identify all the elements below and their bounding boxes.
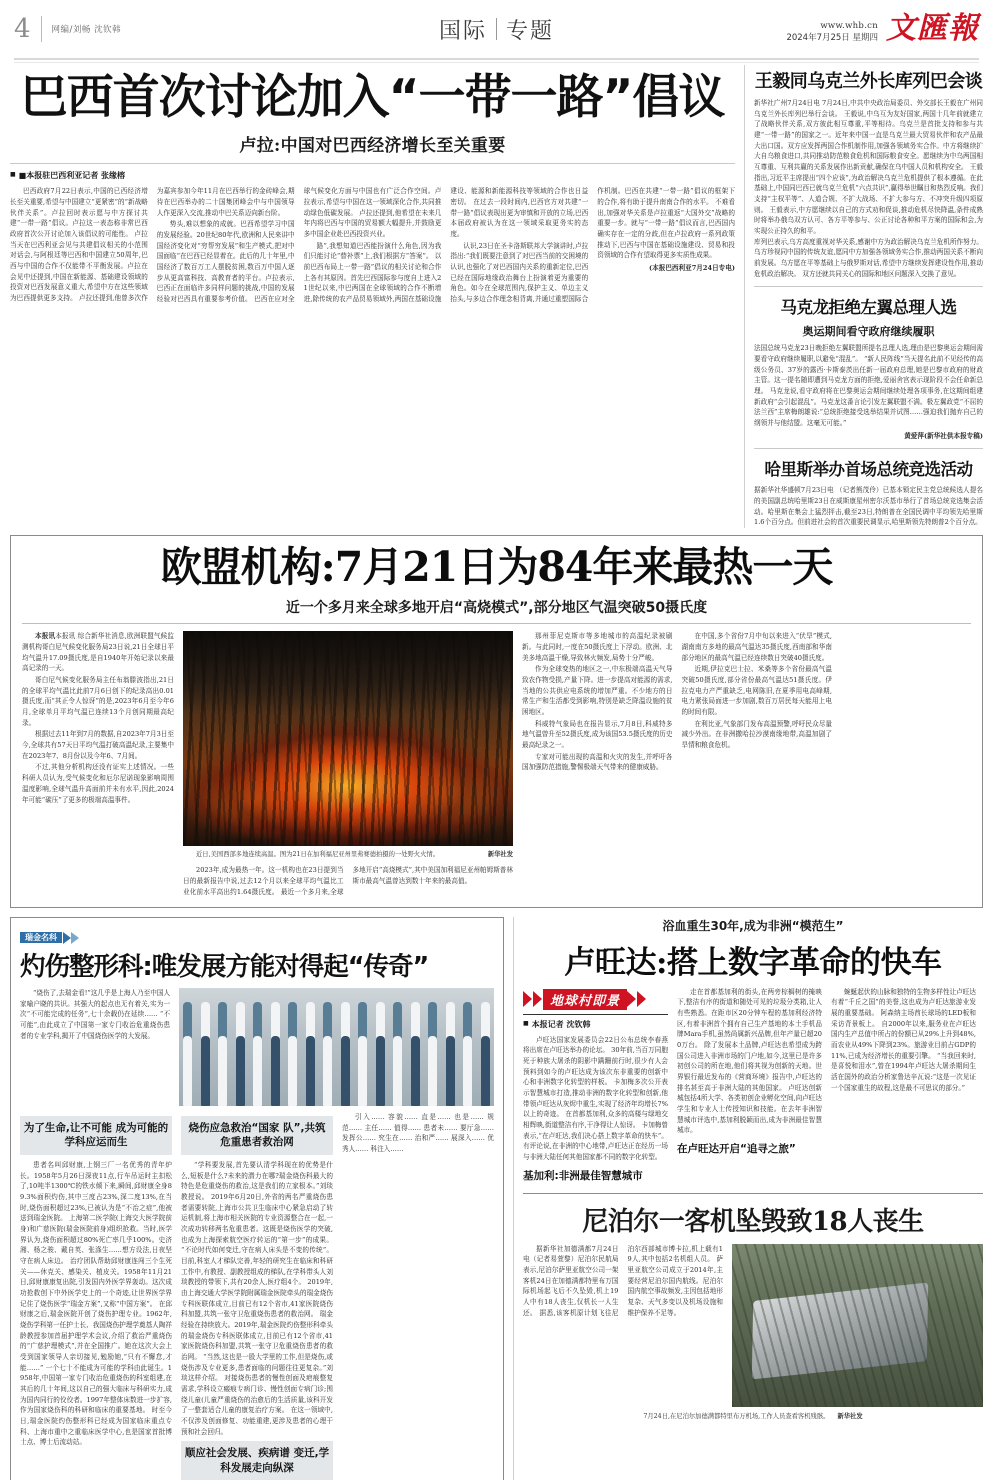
lead-col-3: 路”,我想知道巴西能扮演什么角色,因为我们只能讨论“替补票”上,我们根据方“答案”。 以前巴西布局上一带一路”倡议的相关讨论和合作上各有其原因。首先巴西国际参与度自上进入21世纪以来,中巴两国在全球领域的合作不断增进,除传统的农产品贸易领域外,两国在基础设施建设、能源和新能源科技等领域的合作也日益密切。 在过去一段时间内,巴西官方对共建“一带一路”倡议表现出更为审慎和开放的立场,巴西本届政府被认为在这一领域采取更务实的态度。 [303, 187, 589, 304]
eu-body [22, 631, 971, 897]
eu-right-body [522, 631, 832, 773]
eu-left-text-1: 本报讯 综合新华社消息,欧洲联盟气候监测机构哥白尼气候变化服务局23日说,21日全球日平均气温升17.09摄氏度,是自1940年开始记录以来最高记录的一天。 [22, 632, 174, 673]
eu-subheadline: 近一个多月来全球多地开启“高烧模式”,部分地区气温突破50摄氏度 [285, 600, 708, 617]
masthead-right [786, 11, 979, 46]
nepal-body [523, 1244, 983, 1407]
rwanda-ribbon-label: 地球村即景 [543, 989, 627, 1010]
rail-story-harris [754, 456, 983, 528]
rwanda-col-1-body [523, 1035, 668, 1163]
masthead-rule [14, 58, 979, 60]
nepal-caption-text: 7月24日,在尼泊尔加德满都特里布万机场,工作人员查看客机残骸。 [643, 1412, 830, 1420]
right-rail [745, 65, 983, 528]
section-title-bar [496, 18, 497, 40]
nepal-text-cols [523, 1244, 723, 1407]
rail-body-1-cont: 库列巴表示,乌方高度重视对华关系,感谢中方为政治解决乌克兰危机所作努力。乌方珍视同中国的传统友谊,愿同中方加强各领域务实合作,推动两国关系不断向前发展。乌方愿在平等基础上与俄罗斯对话,希望中方继续发挥建设性作用,推动危机政治解决。 双方还就共同关心的国际和地区问题深入交换了意见。 [754, 237, 983, 278]
masthead-meta [786, 21, 878, 44]
rail-body-2: 法国总统马克龙23日晚拒绝左翼联盟所提名总理人选,理由是巴黎奥运会期间需要看守政府继续履职,以避免“混乱”。 “新人民阵线”当天提名此前不见经传的高级公务员、37岁的露西·卡斯泰茨出任新一届政府总理,她是巴黎市政府的财政主管。这一提名随即遭到马克龙方面的拒绝,爱丽舍宫表示现阶段不会任命新总理。 马克龙说,看守政府将在巴黎奥运会期间继续处理各项事务,在这期间组建新政府“会引起混乱”。马克龙这番言论引发左翼联盟不满。极左翼政党“不屈的法兰西”主席梅朗雄说:“总统拒绝接受选举结果并试图……强迫我们抛弃自己的纲领并与他结盟。这毫无可能。” [754, 344, 983, 428]
rwanda-subhead-2: 在卢旺达开启“追寻之旅” [677, 1142, 796, 1155]
lead-col-2: 势头,难以想象的成就。巴西希望学习中国的发展经验。20世纪80年代,欧洲和人民来讲中国经济变化对“穷帮穷发展”和生产模式,把对中国面临“在巴西已经显着在。此后的几十年里,中国经济了数百万工人摆脱贫困,数百万中国人逐步从更高富科技、高教育者的平台。卢拉表示,巴西正在面临许多同样问题的挑战,中国的发展经验对巴西具有重要参考价值。 巴西在应对全球气候变化方面与中国也有广泛合作空间。卢拉表示,希望与中国在这一领域深化合作,共同推动绿色低碳发展。 卢拉还提到,他希望在未来几年内将巴西与中国的贸易额大幅提升,并鼓励更多中国企业赴巴西投资兴业。 [156, 187, 442, 304]
wildfire-photo [183, 631, 513, 846]
rwanda-ribbon-rule [523, 1014, 668, 1015]
eu-mid-text: 2023年,成为最热一年。这一机构也在23日提到当日的最新报告中说,过去12个月以来全球平均气温比工业化前水平高出约1.64摄氏度。 最近一个多月来,全球多地开启“高烧模式”,其中美国加利福尼亚州帕姆斯普林斯市最高气温曾达到数十年来的最高值。 [183, 866, 513, 896]
top-section [10, 65, 983, 528]
lead-rule [10, 163, 735, 164]
eu-headline: 欧盟机构:7月21日为84年来最热一天 [160, 543, 833, 592]
rwanda-subhead-1: 基加利:非洲最佳智慧城市 [523, 1169, 643, 1182]
eu-right-text-3: 科威特气象局也在报告显示,7月8日,科威特多地气温曾升至52摄氏度,成为该国53.5摄氏度的历史最高纪录之一。 [522, 719, 673, 750]
burns-col-2-text: “学科要发展,首先要认清学科现在的优势是什么,短板是什么?未来的潜力在哪?瑞金烧伤科最大的特色是危重烧伤的救治,这是我们的立家根本。”刘琰教授说。 2019年6月20日,外省的两名严重烧伤患者需要转院,上海市公共卫生临床中心紧急启动了转运机制,将上海市相关医院的专业资源整合在一起,一次成功转移两名危重患者。这既是烧伤医学的突破,也成为上海探索航空医疗转运的“第一步”的成果。 “不论时代如何变迁,守在病人床头是不变的传统”。 目前,科室人才梯队完善,年轻的研究生在临床和科研工作中,有教授、副教授组成的梯队,在学科带头人刘琰教授的带领下,共有20余人,医疗组4个。 2019年,由上海交通大学医学院附属瑞金医院牵头的瑞金烧伤专科医联体成立,目前已有12个省市,41家医院烧伤科加盟,共筑一张守卫危重烧伤患者的救治网。 瑞金经验在持续放大。2019年,瑞金医院灼伤整形科牵头的瑞金烧伤专科医联体成立,目前已有12个省市,41家医院烧伤科加盟,共筑一张守卫危重烧伤患者的救治网。 “当然,这也是一股大学里的工作,但是烧伤,或烧伤涉及专业更多,患者面临的问题往往更复杂。”刘琰这样介绍。 对接烧伤患者的慢性创面及疤痕整复需求,学科设立瘢痕专病门诊、慢性创面专病门诊;围绕儿童(儿童严重烧伤的治愈后的生活质量,该科开发了一整套适合儿童的康复治疗方案。 在这一领域中,不仅涉及创面修复、功能重建,更涉及患者的心理干预和社会回归。 [181, 1160, 333, 1436]
rail-headline-2: 马克龙拒绝左翼总理人选 [780, 298, 957, 318]
wildfire-caption [183, 850, 513, 860]
rwanda-kicker: 浴血重生30年,成为非洲“模范生” [662, 918, 844, 933]
bottom-section [10, 917, 983, 1480]
rwanda-col-1-text: 卢旺达国家发展委员会22日公布总统李春燕将出席在卢旺达举办的论坛。 30年前,当百万同胞死于种族大屠杀的阴影中蹒跚前行时,很少有人会预料到如今的卢旺达成为该次东非重要的创新中心和非洲数字化转型的样板。 卡加梅多次公开表示智慧城市打造,推动非洲的数字化转型和创新,他带领卢旺达从灰烬中重生,实现了经济年均增长7%以上的奇迹。 在首都基加利,众多的高楼与绿地交相辉映,街道整洁有序,干净得让人惊讶。 卡加梅曾表示,“在卢旺达,我们决心搭上数字革命的快车”。有评论说,在非洲的中心地带,卢旺达正在经历一场与非洲大陆任何其他国家都不同的数字化转型。 [523, 1035, 668, 1161]
burns-tag-label: 瑞金名科 [20, 932, 62, 943]
rail-byline-2: 黄爱萍(新华社供本报专稿) [904, 431, 983, 440]
photo-row-front [179, 1036, 494, 1106]
rwanda-col-2 [677, 987, 822, 1186]
lead-story [10, 65, 745, 528]
plane-wreckage-photo [732, 1244, 983, 1407]
eu-right-text-1: 那州菲尼克斯市等多地城市的高温纪录被刷新。与此同时,一度在50摄氏度上下浮动。欧洲、北美多地高温干燥,导致林火频发,局势十分严峻。 [522, 632, 673, 662]
burns-headline: 灼伤整形科:唯发展方能对得起“传奇” [20, 952, 429, 982]
rwanda-col-1 [523, 987, 668, 1186]
eu-left-p1: 本报讯本报讯 综合新华社消息,欧洲联盟气候监测机构哥白尼气候变化服务局23日说,21日全球日平均气温升17.09摄氏度,是自1940年开始记录以来最高记录的一天。 哥白尼气候变化服务局主任布翁滕波指出,21日的全球平均气温比此前7月6日创下的纪录高出0.01摄氏度,而“其正令人惊讶”的是,2023年6月至今年6月,全球单月平均气温已连续13个月创同期最高纪录。 根据过去11年到7月的数据,自2023年7月3日至今,全球共有57天日平均气温打破高温纪录,主要集中在2023年7、8月份以及今年6、7月间。 不过,其他分析机构还没有证实上述情况。一些科研人员认为,受气候变化和厄尔尼诺现象影响周围温度影响,全球气温升高面前并未有水平,因此,2024年可能“碳压”了更多的极端高温事件。 [22, 632, 174, 804]
rwanda-col-3 [831, 987, 976, 1186]
section-title-right: 专题 [506, 18, 555, 44]
burns-subhead-1: 为了生命,让不可能 成为可能的学科应运而生 [20, 1116, 172, 1155]
masthead-divider [41, 16, 42, 42]
rail-body-3: 据新华社华盛顿7月23日电 （记者熊茂伶）已基本锁定民主党总统候选人提名的美国副总统哈里斯23日在威斯康星州密尔沃基市举行了首场总统竞选集会活动。哈里斯在集会上猛烈抨击,截至23日,特朗普在全国民调中平均领先哈里斯1.6个百分点。但前进社会的首次重要民调显示,哈里斯领先特朗普2个百分点。 [754, 486, 983, 527]
website-url: www.whb.cn [820, 21, 878, 32]
rail-headline-3: 哈里斯举办首场总统竞选活动 [764, 460, 973, 480]
eu-middle-column [183, 631, 513, 897]
eu-left-text-4: 不过,其他分析机构还没有证实上述情况。一些科研人员认为,受气候变化和厄尔尼诺现象影响周围温度影响,全球气温升高面前并未有水平,因此,2024年可能“碳压”了更多的极端高温事件。 [22, 763, 174, 804]
nepal-text: 据新华社加德满都7月24日电（记者易萱黎）尼泊尔民航局表示,尼泊尔萨里亚航空公司一架客机24日在加德满都特里布万国际机场起飞后不久坠毁,机上19人中有18人丧生,仅机长一人生还。 据悉,该客机原计划飞往尼泊尔西部城市博卡拉,机上载有19人,其中包括2名机组人员。 萨里亚航空公司成立于2014年,主要经营尼泊尔国内航线。尼泊尔国内航空事故频发,主因包括地形复杂、天气多变以及机场设施和维护保养不足等。 [523, 1244, 723, 1317]
ribbon-chevron-right-icon [627, 991, 636, 1007]
rwanda-col-3-text: 蜿蜒起伏的山脉和独特的生物多样性让卢旺达有着“千丘之国”的美誉,这也成为卢旺达旅游业发展的重要基础。 阿森纳主场酋长球场的LED板和采访背景板上。 自2000年以来,服务业在卢旺达国内生产总值中所占的份额已从29%上升到48%,而农业从49%下降到23%。旅游业目前占GDP的11%,已成为经济增长的重要引擎。 “当我回来时,是喜悦和泪水”,曾在1994年卢旺达大屠杀期间生活在国外的政治分析家鲁达辛瓦说:“这是一次见证一个国家重生的故程,这是最不可思议的部分。” [831, 987, 976, 1092]
rail-story-macron [754, 294, 983, 441]
wildfire-caption-text: 近日,美国西部多地连续高温。图为21日在加利福尼亚州里弗赛德拍摄的一处野火火情。 [196, 851, 439, 859]
burns-col-2-body [181, 1160, 333, 1437]
eu-mid-body [183, 865, 513, 897]
editor-credits: 网编/刘畅 沈钦韩 [51, 25, 122, 35]
rwanda-columns [523, 987, 983, 1186]
burns-story [10, 917, 513, 1480]
publication-date: 2024年7月25日 星期四 [786, 32, 878, 43]
rail-body-1: 新华社广州7月24日电 7月24日,中共中央政治局委员、外交部长王毅在广州同乌克兰外长库列巴举行会谈。 王毅说,中乌互为友好国家,两国十几年前就建立了战略伙伴关系,双方彼此相互尊重,平等相待。乌克兰是首批支持和参与共建“一带一路”的国家之一。近年来中国一直是乌克兰最大贸易伙伴和农产品最大出口国。双方应发挥两国合作机制作用,加强各领域务实合作。中方将继续扩大自乌粮食进口,共同推动防范粮食危机和国际粮食安全。愿继续为中乌两国相互尊重、互利共赢的关系发展作出新贡献,确保在乌中国人员和机构安全。 王毅指出,习近平主席提出“四个应该”,为政治解决乌克兰危机提供了根本遵循。在此基础上,中国同巴西已就乌克兰危机“六点共识”,赢得举世瞩目和热烈反响。我们支持“主权平等”、人道合规、不扩大战场、不扩大参与方、不冲突升级四项原则。 王毅表示,中方愿继续以自己的方式劝和促谈,推动危机尽快降温,条件成熟时将举办俄乌双方认可、各方平等参与、公正讨论各种和平方案的国际和会,为实现公正持久的和平。 [754, 99, 983, 236]
burns-top-row [20, 988, 494, 1106]
rwanda-ribbon [523, 989, 668, 1010]
rwanda-col-2-text: 走在首都基加利的街头,在两旁棕榈树的掩映下,整洁有序的街道和随处可见的垃圾分类箱,让人有些熟悉。在距市区20分钟车程的基加利经济特区,有着非洲首个拥有自己生产基地的本土手机品牌Mara手机,虽然尚属新兴品牌,但年产量已超200万台。 除了发展本土品牌,卢旺达也希望成为跨国公司进入非洲市场的门户地,如今,这里已是许多初创公司的所在地,他们将其视为创新的天地。世界银行最近发布的《营商环境》报告中,卢旺达的排名甚至高于非洲大陆的其他国家。 卢旺达创新城包括4所大学、各类初创企业孵化空间,向卢旺达学生和专业人士传授知识和技能。在去年非洲智慧城市评选中,基加利脱颖而出,成为非洲最佳智慧城市。 [677, 987, 822, 1135]
nepal-photo-wrap [732, 1244, 983, 1407]
ribbon-chevron-left-icon [523, 991, 532, 1007]
wildfire-photo-frame [183, 631, 513, 846]
page-number: 4 [14, 14, 31, 44]
burns-col-1-body [20, 1160, 172, 1448]
burns-col-2 [181, 1112, 333, 1480]
chevron-right-icon-2 [71, 932, 79, 944]
ribbon-chevron-right-icon-2 [637, 991, 646, 1007]
burns-tag [20, 931, 79, 944]
burns-subhead-2: 烧伤应急救治“国家 队”,共筑危重患者救治网 [181, 1116, 333, 1155]
lead-byline: ■ ■本报驻巴西利亚记者 张缘榕 [10, 170, 735, 181]
rail-subheadline-2: 奥运期间看守政府继续履职 [802, 325, 935, 339]
burns-subhead-3: 顺应社会发展、疾病谱 变迁,学科发展走向纵深 [181, 1441, 333, 1480]
burns-columns [20, 1112, 494, 1480]
lead-headline: 巴西首次讨论加入“一带一路”倡议 [20, 70, 725, 125]
lead-body [10, 186, 735, 304]
eu-right-column [522, 631, 832, 897]
newspaper-logo: 文匯報 [886, 11, 979, 46]
rwanda-col-3-body [831, 987, 976, 1094]
eu-left-text-3: 根据过去11年到7月的数据,自2023年7月3日至今,全球共有57天日平均气温打破高温纪录,主要集中在2023年7、8月份以及今年6、7月间。 [22, 730, 174, 760]
ribbon-chevron-left-icon-2 [533, 991, 542, 1007]
rwanda-nepal-column [513, 917, 983, 1480]
rwanda-story [523, 917, 983, 1186]
section-title [439, 14, 554, 45]
medical-team-photo [179, 988, 494, 1106]
burns-col-3-text: 引入…… 容貌…… 直是…… 也是…… 规范…… 主任…… 值得…… 患者未…… 要厅急…… 发挥公…… 究生在…… 治和严…… 展深入…… 优秀人…… 科注入…… [342, 1113, 494, 1154]
eu-rule [22, 623, 971, 624]
burns-col-1-text: 患者名叫邱财康,上钢三厂一名优秀的青年炉长。1958年5月26日深夜11点,行车吊运时主扣松了,10吨半1300℃的铁水倾下来,瞬间,邱财康全身89.3%面积灼伤,其中三度占23%,深二度13%,在当时,烧伤面积超过23%,已被认为是“不治之症”,他被送到瑞金医院。 上海第二医学院(上海交大医学院前身)和广慈医院(瑞金医院前身)组织抢救。当时,医学界认为,烧伤面积超过80%死亡率几乎100%。史济湘、杨之骏、戴自英、张涤生……想方设法,日夜坚守在病人床边。 治疗团队帮助邱财康连闯三个生死关——休克关、感染关、植皮关。1958年11月21日,邱财康康复出院,引发国内外医学界轰动。这次成功抢救创下中外医学史上的一个奇迹,让世界医学界记住了烧伤医学“瑞金方案”,又称“中国方案”。 在邱财康之后,瑞金医院开创了烧伤护理专业。1962年,烧伤学科第一任护士长、我国烧伤护理学奠基人陶祥龄教授参加首届护理学术会议,介绍了救治严重烧伤的“广慈护理模式”,并在全国推广。她在这次大会上受到国家领导人亲切接见,勉励她,“只有不懈怠,才能……” 一个七十不能成为可能的学科由此诞生。1958年,中国第一家专门收治危重烧伤的科室组建,在其后的几十年间,这以自己的强大临床与科研实力,成为国内同行的佼佼者。1997年整体床数进一步扩容,作为国家烧伤科的科研和临床的重要基地。 时至今日,瑞金医院灼伤整形科已经成为国家临床重点专科、上海市重中之重临床医学中心,也是国家首批博士点、博士后流动站。 [20, 1160, 172, 1447]
lead-dateline: (本报巴西利亚7月24日专电) [649, 264, 735, 273]
wildfire-caption-credit: 新华社发 [487, 851, 513, 859]
rail-headline-1: 王毅同乌克兰外长库列巴会谈 [754, 71, 983, 92]
lead-col-4: 认识,23日在圣卡洛斯联邦大学演讲时,卢拉指出:“我们既要注意到了对巴西当前的交困境的认识,也强化了对巴西国内关系的重新定位,巴西已经在国际地缘政治舞台上扮演着更为重要的角色。如今在全球范围内,保护主义、单边主义抬头,与多边合作理念相背离,并通过重塑国际合作机制。巴西在共建“一带一路”倡议的框架下的合作,将有助于提升南南合作的水平。 不难看出,加强对华关系是卢拉重返“大国外交”战略的重要一步。就与“一带一路”倡议而言,巴西国内确实存在一定的分歧,但在卢拉政府一系列政策推动下,巴西与中国在基础设施建设、贸易和投资领域的合作有望取得更多实质性成果。 [450, 187, 735, 304]
eu-right-text-4: 专家对可能出现的高温和火灾的发生,并呼吁各国加强防范措施,警惕极端天气带来的健康威胁。 [522, 752, 673, 772]
eu-right-text-7: 在利比亚,气象部门发布高温预警,呼吁民众尽量减少外出。在非洲撒哈拉沙漠南缘地带,高温加剧了旱情和粮食危机。 [681, 719, 832, 750]
burns-box [10, 917, 504, 1480]
burns-intro-text: “烧伤了,去瑞金看!”这几乎是上海人乃至中国人家喻户晓的共识。其强大的起点也无有着关,实为一次“不可能完成的任务”,七十余载仍在延续…… “不可能”,由此成立了中国第一家专门收治危重烧伤患者的专业学科,揭开了中国烧伤医学的大发展。 [20, 989, 171, 1040]
chevron-right-icon [63, 932, 71, 944]
rail-rule-2 [754, 448, 983, 449]
nepal-headline: 尼泊尔一客机坠毁致18人丧生 [582, 1206, 924, 1237]
burns-col-3-body [342, 1112, 494, 1155]
nepal-caption [523, 1411, 983, 1420]
masthead-rule-2 [14, 62, 979, 63]
eu-left-text-2: 哥白尼气候变化服务局主任布翁滕波指出,21日的全球平均气温比此前7月6日创下的纪录高出0.01摄氏度,而“其正令人惊讶”的是,2023年6月至今年6月,全球单月平均气温已连续13个月创同期最高纪录。 [22, 676, 174, 727]
eu-climate-story [10, 535, 983, 907]
rail-rule-1 [754, 286, 983, 287]
nepal-caption-credit: 新华社发 [837, 1412, 863, 1420]
nepal-story [523, 1193, 983, 1420]
masthead [10, 0, 983, 58]
burns-col-1 [20, 1112, 172, 1480]
burns-intro [20, 988, 170, 1106]
rwanda-col-2-body [677, 987, 822, 1136]
rwanda-byline: ■ 本报记者 沈钦韩 [523, 1019, 668, 1030]
lead-subheadline: 卢拉:中国对巴西经济增长至关重要 [239, 136, 506, 157]
section-title-left: 国际 [438, 18, 487, 44]
rwanda-headline: 卢旺达:搭上数字革命的快车 [564, 944, 942, 981]
rail-story-wang-yi [754, 67, 983, 279]
eu-left-column [22, 631, 174, 897]
lead-col-1: 巴西政府7月22日表示,中国的已西经济增长至关重要,希望与中国建立“更紧密”的“新战略伙伴关系”。卢拉回时表示愿与中方探讨共建“一带一路”倡议。卢拉这一表态称非常巴西政府首次公开讨论加入该倡议的可能性。 卢拉当天在巴西利亚会见与共建倡议相关的小范围对话会,与阿根廷等巴西和中国建立50周年,巴西与中国的合作不仅能带不平衡发展。卢拉在会见中还提到,中国在新能源、基础建设领域的投资对巴西发展意义重大,希望中方在这些领域为巴西提供更多支持。 卢拉还提到,他曾多次作为嘉宾参加今年11月在巴西举行的金砖峰会,期待在巴西举办的二十国集团峰会中与中国领导人作更深入交流,推动中巴关系迈向新台阶。 [10, 187, 295, 303]
eu-right-text-2: 作为全球变热的地区之一,中东极端高温天气导致农作物受损,产量下降。进一步提高对能源的需求,当地的公共供应电系统的增加严重。不少地方的日常生产和生活都受到影响,特别是缺乏降温设施的贫困地区。 [522, 665, 673, 717]
eu-right-text-5: 在中国,多个省份7月中旬以来进入“伏旱”模式,湖南南方多地的最高气温达35摄氏度,西南部和华南部分地区的最高气温已经连续数日突破40摄氏度。 [681, 632, 832, 662]
eu-right-text-6: 近期,伊拉克巴士拉、米桑等多个省份最高气温突破50摄氏度,部分省份最高气温达51摄氏度。伊拉克电力产严重缺乏,电网陈旧,在夏季用电高峰期,电力紧张局面进一步加剧,数百万居民每天能用上电的时间有限。 [681, 665, 832, 717]
burns-col-3 [342, 1112, 494, 1480]
burns-photo-wrap [179, 988, 494, 1106]
